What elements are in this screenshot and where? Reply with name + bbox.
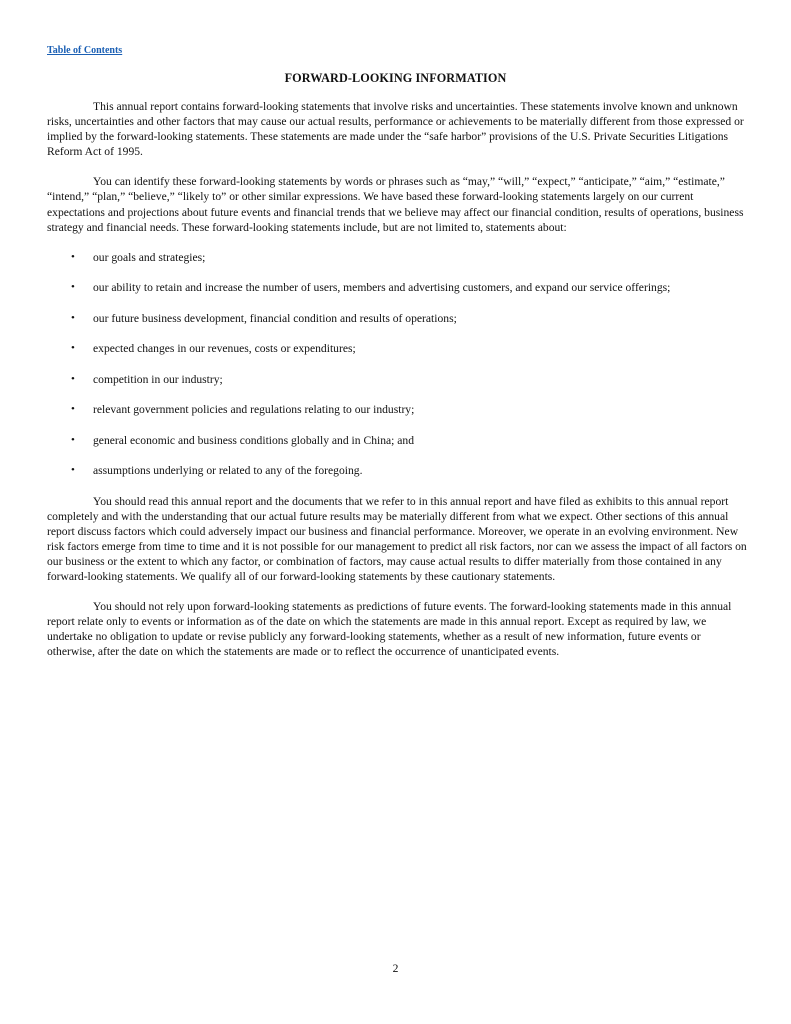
list-item bbox=[47, 433, 747, 448]
list-item bbox=[47, 311, 747, 326]
list-item-text: competition in our industry; bbox=[93, 372, 223, 386]
reading-guidance-paragraph: You should read this annual report and the documents that we refer to in this annual report and have filed as exhibits to this annual report completely and with the understanding that our actual future results may be materially different from what we expect. Other sections of this annual report discuss factors which could adversely impact our business and financial performance. Moreover, we operate in an evolving environment. New risk factors emerge from time to time and it is not possible for our management to predict all risk factors, nor can we assess the impact of all factors on our business or the extent to which any factor, or combination of factors, may cause actual results to differ materially from those contained in any forward-looking statements. We qualify all of our forward-looking statements by these cautionary statements. bbox=[47, 494, 747, 584]
bullet-icon: • bbox=[71, 281, 75, 294]
list-item bbox=[47, 250, 747, 265]
page-number: 2 bbox=[392, 962, 399, 975]
reliance-paragraph: You should not rely upon forward-looking statements as predictions of future events. The forward-looking statements made in this annual report relate only to events or information as of the date on which the statements are made in this annual report. Except as required by law, we undertake no obligation to update or revise publicly any forward-looking statements, whether as a result of new information, future events or otherwise, after the date on which the statements are made or to reflect the occurrence of unanticipated events. bbox=[47, 600, 732, 659]
list-item-text: assumptions underlying or related to any of the foregoing. bbox=[93, 464, 363, 478]
identification-paragraph: You can identify these forward-looking statements by words or phrases such as “may,” “will,” “expect,” “anticipate,” “aim,” “estimate,” “intend,” “plan,” “believe,” “likely to” or other similar expressions. We have based these forward-looking statements largely on our current expectations and projections about future events and financial trends that we believe may affect our financial condition, results of operations, business strategy and financial needs. These forward-looking statements include, but are not limited to, statements about: bbox=[47, 175, 744, 234]
bullet-icon: • bbox=[71, 311, 75, 324]
list-item-text: our goals and strategies; bbox=[93, 250, 206, 264]
list-item-text: general economic and business conditions globally and in China; and bbox=[93, 433, 415, 447]
list-item bbox=[47, 341, 747, 356]
section-title: FORWARD-LOOKING INFORMATION bbox=[284, 71, 507, 85]
list-item-text: our ability to retain and increase the number of users, members and advertising customers, and expand our service offerings; bbox=[93, 281, 671, 295]
list-item bbox=[47, 402, 747, 417]
list-item-text: relevant government policies and regulations relating to our industry; bbox=[93, 403, 415, 417]
table-of-contents-link[interactable]: Table of Contents bbox=[47, 45, 123, 56]
list-item bbox=[47, 372, 747, 387]
document-body bbox=[47, 99, 747, 675]
list-item-text: expected changes in our revenues, costs or expenditures; bbox=[93, 342, 356, 356]
bullet-icon: • bbox=[71, 433, 75, 446]
bullet-icon: • bbox=[71, 464, 75, 477]
statements-list bbox=[47, 250, 747, 478]
bullet-icon: • bbox=[71, 250, 75, 263]
bullet-icon: • bbox=[71, 372, 75, 385]
bullet-icon: • bbox=[71, 403, 75, 416]
list-item bbox=[47, 280, 747, 295]
list-item-text: our future business development, financial condition and results of operations; bbox=[93, 311, 457, 325]
intro-paragraph: This annual report contains forward-looking statements that involve risks and uncertainties. These statements involve known and unknown risks, uncertainties and other factors that may cause our actual results, performance or achievements to be materially different from those expressed or implied by the forward-looking statements. These statements are made under the “safe harbor” provisions of the U.S. Private Securities Litigations Reform Act of 1995. bbox=[47, 100, 744, 159]
bullet-icon: • bbox=[71, 342, 75, 355]
list-item bbox=[47, 463, 747, 478]
